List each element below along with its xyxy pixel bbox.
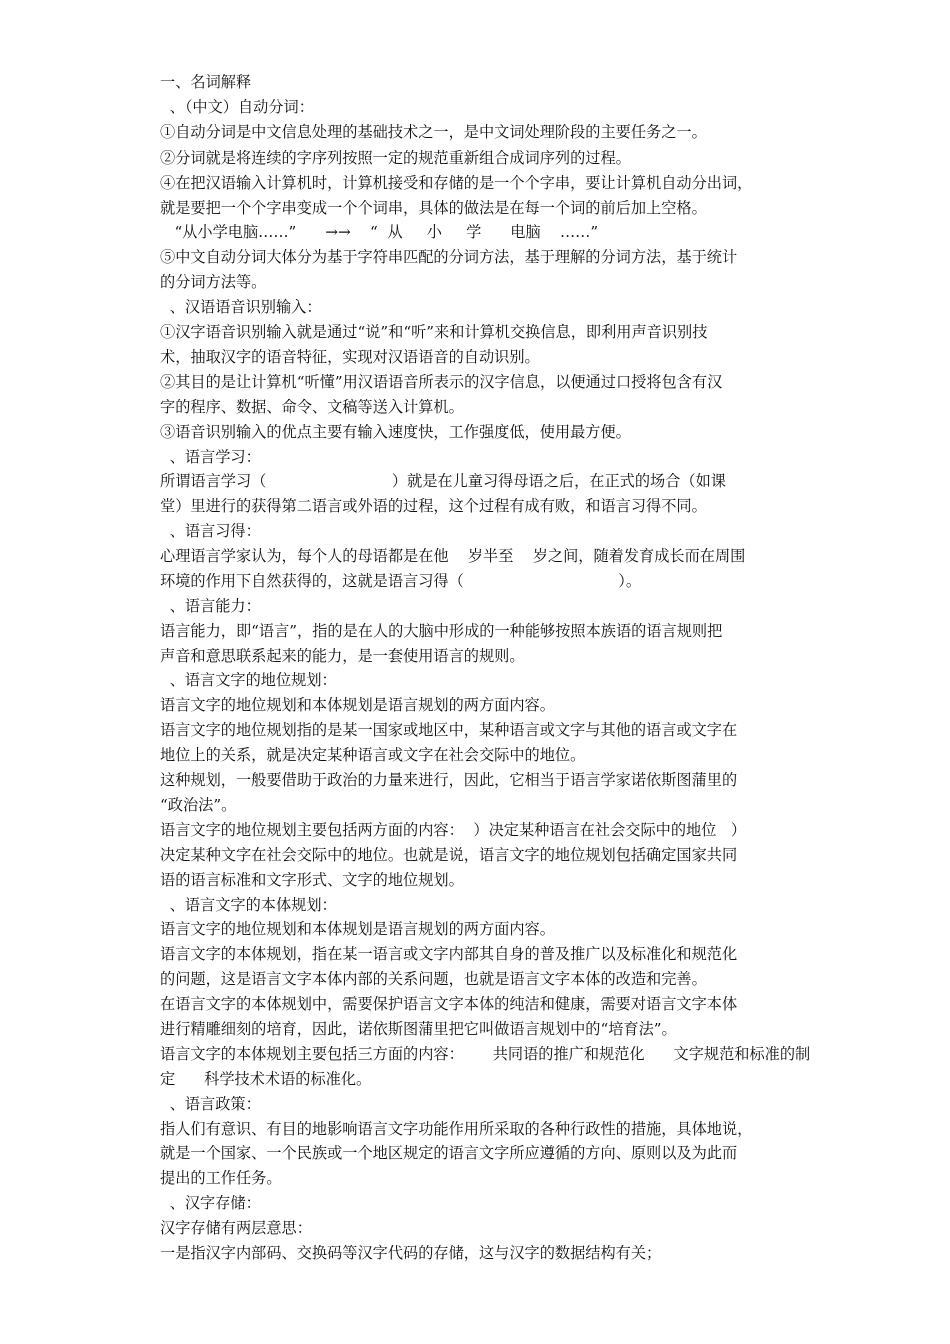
text-line: 决定某种文字在社会交际中的地位。也就是说，语言文字的地位规划包括确定国家共同 <box>160 846 738 864</box>
term-heading: 、语言文字的本体规划： <box>160 896 337 914</box>
term-heading: 、语言习得： <box>160 522 261 540</box>
text-line: 语言文字的地位规划指的是某一国家或地区中，某种语言或文字与其他的语言或文字在 <box>160 721 738 739</box>
text-line: 字的程序、数据、命令、文稿等送入计算机。 <box>160 398 464 416</box>
text-line: 心理语言学家认为，每个人的母语都是在他 岁半至 岁之间，随着发育成长而在周围 <box>160 547 746 565</box>
text-line: 语言文字的地位规划和本体规划是语言规划的两方面内容。 <box>160 696 555 714</box>
text-line: ②分词就是将连续的字序列按照一定的规范重新组合成词序列的过程。 <box>160 149 631 167</box>
text-line: 语言能力，即“语言”，指的是在人的大脑中形成的一种能够按照本族语的语言规则把 <box>160 622 723 640</box>
term-heading: 、（中文）自动分词： <box>160 98 314 116</box>
text-line: 就是一个国家、一个民族或一个地区规定的语言文字所应遵循的方向、原则以及为此而 <box>160 1144 738 1162</box>
text-line: ①自动分词是中文信息处理的基础技术之一，是中文词处理阶段的主要任务之一。 <box>160 123 707 141</box>
text-line: ②其目的是让计算机“听懂”用汉语语音所表示的汉字信息，以便通过口授将包含有汉 <box>160 373 723 391</box>
term-heading: 、语言能力： <box>160 597 261 615</box>
text-line: 堂）里进行的获得第二语言或外语的过程，这个过程有成有败，和语言习得不同。 <box>160 497 707 515</box>
text-line: 的分词方法等。 <box>160 273 267 291</box>
text-line: 这种规划，一般要借助于政治的力量来进行，因此，它相当于语言学家诺依斯图蒲里的 <box>160 771 738 789</box>
text-line: 提出的工作任务。 <box>160 1169 282 1187</box>
text-line: 就是要把一个个字串变成一个个词串，具体的做法是在每一个词的前后加上空格。 <box>160 199 707 217</box>
text-line: “从小学电脑……” →→ “ 从 小 学 电脑 ……” <box>160 223 599 241</box>
text-line: 语言文字的本体规划，指在某一语言或文字内部其自身的普及推广以及标准化和规范化 <box>160 945 738 963</box>
text-line: 声音和意思联系起来的能力，是一套使用语言的规则。 <box>160 647 525 665</box>
text-line: 的问题，这是语言文字本体内部的关系问题，也就是语言文字本体的改造和完善。 <box>160 970 707 988</box>
text-line: 语的语言标准和文字形式、文字的地位规划。 <box>160 871 464 889</box>
section-heading: 一、名词解释 <box>160 73 252 91</box>
term-heading: 、语言政策： <box>160 1095 261 1113</box>
text-line: 语言文字的地位规划和本体规划是语言规划的两方面内容。 <box>160 920 555 938</box>
text-line: 术，抽取汉字的语音特征，实现对汉语语音的自动识别。 <box>160 348 540 366</box>
text-line: “政治法”。 <box>160 796 237 814</box>
text-line: 在语言文字的本体规划中，需要保护语言文字本体的纯洁和健康，需要对语言文字本体 <box>160 995 738 1013</box>
text-line: ③语音识别输入的优点主要有输入速度快，工作强度低，使用最方便。 <box>160 423 631 441</box>
text-line: 汉字存储有两层意思： <box>160 1219 312 1237</box>
text-line: ①汉字语音识别输入就是通过“说”和“听”来和计算机交换信息，即利用声音识别技 <box>160 323 708 341</box>
text-line: 语言文字的本体规划主要包括三方面的内容： 共同语的推广和规范化 文字规范和标准的制 <box>160 1045 811 1063</box>
text-line: 环境的作用下自然获得的，这就是语言习得（ ）。 <box>160 572 642 590</box>
term-heading: 、汉字存储： <box>160 1194 261 1212</box>
text-line: 定 科学技术术语的标准化。 <box>160 1070 372 1088</box>
text-line: 指人们有意识、有目的地影响语言文字功能作用所采取的各种行政性的措施，具体地说， <box>160 1120 753 1138</box>
term-heading: 、语言学习： <box>160 448 261 466</box>
term-heading: 、语言文字的地位规划： <box>160 671 337 689</box>
term-heading: 、汉语语音识别输入： <box>160 298 322 316</box>
text-line: ④在把汉语输入计算机时，计算机接受和存储的是一个个字串，要让计算机自动分出词， <box>160 174 753 192</box>
text-line: 进行精雕细刻的培育，因此，诺依斯图蒲里把它叫做语言规划中的“培育法”。 <box>160 1020 677 1038</box>
text-line: ⑤中文自动分词大体分为基于字符串匹配的分词方法，基于理解的分词方法，基于统计 <box>160 248 738 266</box>
text-line: 所谓语言学习（ ）就是在儿童习得母语之后，在正式的场合（如课 <box>160 472 726 490</box>
text-line: 一是指汉字内部码、交换码等汉字代码的存储，这与汉字的数据结构有关； <box>160 1244 662 1262</box>
text-line: 地位上的关系，就是决定某种语言或文字在社会交际中的地位。 <box>160 746 586 764</box>
text-line: 语言文字的地位规划主要包括两方面的内容： ）决定某种语言在社会交际中的地位 ） <box>160 821 747 839</box>
